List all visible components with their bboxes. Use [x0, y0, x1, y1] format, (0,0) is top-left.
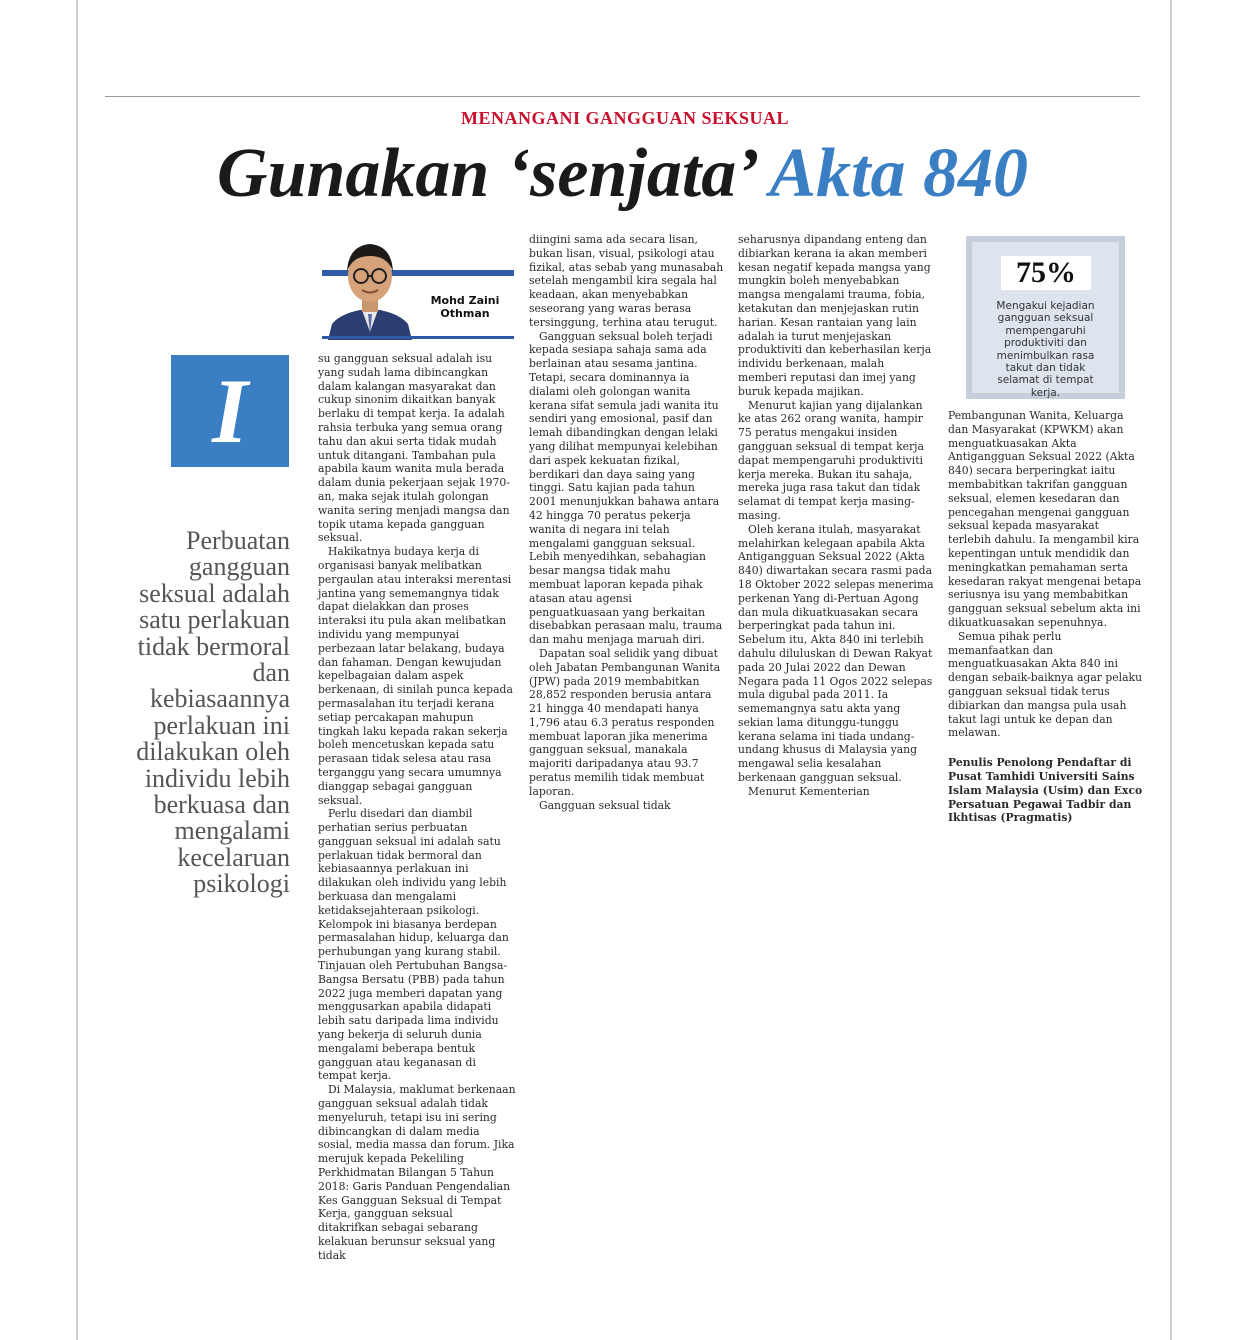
headline — [0, 134, 1245, 214]
paragraph: Menurut kajian yang dijalankan ke atas 262 orang wanita, hampir 75 peratus mengakui insiden gangguan seksual di tempat kerja dapat mempengaruhi produktiviti kerja mereka. Bukan itu sahaja, mereka juga rasa takut dan tidak selamat di tempat kerja masing-masing. — [738, 398, 924, 522]
stat-box-inner — [972, 242, 1119, 399]
paragraph: Hakikatnya budaya kerja di organisasi banyak melibatkan pergaulan atau interaksi merentasi jantina yang sememangnya tidak dapat dielakkan dan proses interaksi itu pula akan melibatkan individu yang mempunyai perbezaan latar belakang, budaya dan fahaman. Dengan kewujudan kepelbagaian dalam aspek berkenaan, di sinilah punca kepada permasalahan itu terjadi kerana setiap percakapan mahupun tingkah laku kepada rakan sekerja boleh mencetuskan kepada satu perasaan tidak selesa atau rasa terganggu yang secara umumnya dianggap sebagai gangguan seksual. — [318, 545, 513, 807]
author-photo — [320, 232, 420, 340]
paragraph: Semua pihak perlu memanfaatkan dan menguatkuasakan Akta 840 ini dengan sebaik-baiknya agar pelaku gangguan seksual tidak terus dibiarkan dan mangsa pula usah takut lagi untuk ke depan dan melawan. — [948, 629, 1143, 740]
article-column-1 — [318, 352, 516, 1263]
top-rule — [105, 96, 1140, 97]
paragraph: Gangguan seksual boleh terjadi kepada sesiapa sahaja sama ada berlainan atau sesama jantina. Tetapi, secara dominannya ia dialami oleh golongan wanita kerana sifat semula jadi wanita itu sendiri yang emosional, pasif dan lemah dibandingkan dengan lelaki yang dilihat mempunyai kelebihan dari aspek kekuatan fizikal, berdikari dan daya saing yang tinggi. Satu kajian pada tahun 2001 menunjukkan bahawa antara 42 hingga 70 peratus pekerja wanita di negara ini telah mengalami gangguan seksual. Lebih menyedihkan, sebahagian besar mangsa tidak mahu membuat laporan kepada pihak atasan atau agensi penguatkuasaan yang berkaitan disebabkan perasaan malu, trauma dan mahu menjaga maruah diri. — [529, 329, 723, 647]
drop-cap: I — [171, 355, 289, 467]
paragraph: diingini sama ada secara lisan, bukan lisan, visual, psikologi atau fizikal, atas sebab yang munasabah setelah mengambil kira segala hal keadaan, akan menyebabkan seseorang yang waras berasa tersinggung, terhina atau terugut. — [529, 233, 724, 329]
article-column-2 — [529, 233, 725, 812]
headline-main: Gunakan ‘senjata’ — [217, 135, 755, 212]
stat-value: 75% — [1001, 256, 1091, 290]
paragraph: Di Malaysia, maklumat berkenaan gangguan seksual adalah tidak menyeluruh, tetapi isu ini sering dibincangkan di dalam media sosial, media massa dan forum. Jika merujuk kepada Pekeliling Perkhidmatan Bilangan 5 Tahun 2018: Garis Panduan Pengendalian Kes Gangguan Seksual di Tempat Kerja, gangguan seksual ditakrifkan sebagai sebarang kelakuan berunsur seksual yang tidak — [318, 1083, 516, 1262]
stat-box — [966, 236, 1125, 399]
stat-caption: Mengakui kejadian gangguan seksual mempengaruhi produktiviti dan menimbulkan rasa takut dan tidak selamat di tempat kerja. — [996, 300, 1095, 399]
paragraph: Perlu disedari dan diambil perhatian serius perbuatan gangguan seksual ini adalah satu perlakuan tidak bermoral dan kebiasaannya perlakuan ini dilakukan oleh individu yang lebih berkuasa dan mengalami ketidaksejahteraan psikologi. Kelompok ini biasanya berdepan permasalahan hidup, keluarga dan perhubungan yang kurang stabil. Tinjauan oleh Pertubuhan Bangsa-Bangsa Bersatu (PBB) pada tahun 2022 juga memberi dapatan yang menggusarkan apabila didapati lebih satu daripada lima individu yang bekerja di seluruh dunia mengalami beberapa bentuk gangguan atau keganasan di tempat kerja. — [318, 807, 509, 1083]
paragraph: Menurut Kementerian — [748, 784, 870, 798]
author-underline — [322, 336, 514, 339]
paragraph: Gangguan seksual tidak — [539, 798, 671, 812]
author-name: Mohd Zaini Othman — [430, 294, 500, 320]
article-column-4 — [948, 409, 1143, 825]
pull-quote: Perbuatan gangguan seksual adalah satu perlakuan tidak bermoral dan kebiasaannya perlakuan ini dilakukan oleh individu lebih berkuasa dan mengalami kecelaruan psikologi — [136, 526, 290, 899]
paragraph: Dapatan soal selidik yang dibuat oleh Jabatan Pembangunan Wanita (JPW) pada 2019 membabitkan 28,852 responden berusia antara 21 hingga 40 mendapati hanya 1,796 atau 6.3 peratus responden membuat laporan jika menerima gangguan seksual, manakala majoriti daripadanya atau 93.7 peratus memilih tidak membuat laporan. — [529, 646, 721, 798]
paragraph: seharusnya dipandang enteng dan dibiarkan kerana ia akan memberi kesan negatif kepada mangsa yang mungkin boleh menyebabkan mangsa mengalami trauma, fobia, ketakutan dan menjejaskan rutin harian. Kesan rantaian yang lain adalah ia turut menjejaskan produktiviti dan keberhasilan kerja individu berkenaan, malah memberi reputasi dan imej yang buruk kepada majikan. — [738, 233, 932, 398]
article-column-3 — [738, 233, 936, 799]
section-kicker: MENANGANI GANGGUAN SEKSUAL — [460, 108, 790, 128]
paragraph: Oleh kerana itulah, masyarakat melahirkan kelegaan apabila Akta Antigangguan Seksual 2022 (Akta 840) diwartakan secara rasmi pada 18 Oktober 2022 selepas menerima perkenan Yang di-Pertuan Agong dan mula dikuatkuasakan secara berperingkat pada tahun ini. Sebelum itu, Akta 840 ini terlebih dahulu diluluskan di Dewan Rakyat pada 20 Julai 2022 dan Dewan Negara pada 11 Ogos 2022 selepas mula digubal pada 2011. Ia sememangnya satu akta yang sekian lama ditunggu-tunggu kerana selama ini tiada undang-undang khusus di Malaysia yang mengawal selia kesalahan berkenaan gangguan seksual. — [738, 522, 934, 785]
paragraph: Pembangunan Wanita, Keluarga dan Masyarakat (KPWKM) akan menguatkuasakan Akta Antigangguan Seksual 2022 (Akta 840) secara berperingkat iaitu membabitkan takrifan gangguan seksual, elemen kesedaran dan pencegahan mengenai gangguan seksual kepada masyarakat terlebih dahulu. Ia mengambil kira kepentingan untuk mendidik dan meningkatkan pemahaman serta kesedaran rakyat mengenai betapa seriusnya isu yang membabitkan gangguan seksual sebelum akta ini dikuatkuasakan sepenuhnya. — [948, 409, 1142, 629]
author-block — [320, 232, 514, 345]
headline-accent: Akta 840 — [769, 135, 1028, 212]
paragraph: su gangguan seksual adalah isu yang sudah lama dibincangkan dalam kalangan masyarakat dan cukup sinonim dikaitkan banyak berlaku di tempat kerja. Ia adalah rahsia terbuka yang semua orang tahu dan akui serta tidak mudah untuk ditangani. Tambahan pula apabila kaum wanita mula berada dalam dunia pekerjaan sejak 1970-an, maka sejak itulah golongan wanita sering menjadi mangsa dan topik utama kepada gangguan seksual. — [318, 352, 510, 545]
author-byline: Penulis Penolong Pendaftar di Pusat Tamhidi Universiti Sains Islam Malaysia (Usim) dan Exco Persatuan Pegawai Tadbir dan Ikhtisas (Pragmatis) — [948, 756, 1143, 825]
